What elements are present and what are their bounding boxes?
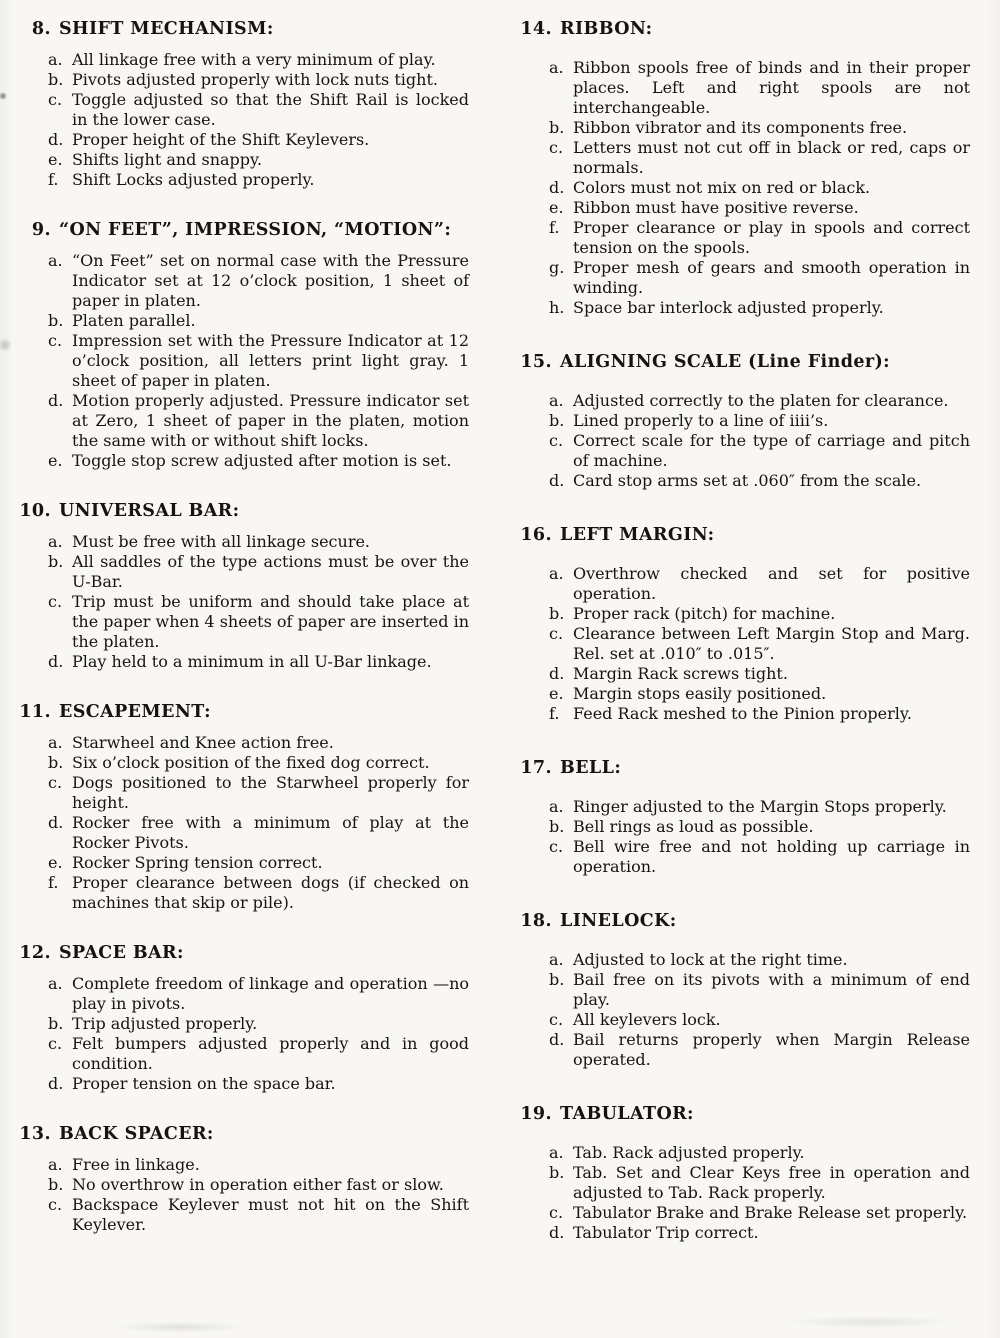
item-letter: a.: [48, 974, 63, 993]
item-text: Feed Rack meshed to the Pinion properly.: [573, 704, 912, 723]
checklist-item: [515, 664, 970, 684]
item-text: Ribbon vibrator and its components free.: [573, 118, 908, 137]
item-text: Trip must be uniform and should take place at the paper when 4 sheets of paper are inserted in the platen.: [72, 592, 469, 651]
checklist-item: [14, 150, 469, 170]
section-number: 8.: [31, 19, 51, 39]
checklist-item: [515, 58, 970, 118]
checklist-item: [515, 704, 970, 724]
checklist-item: [515, 1010, 970, 1030]
item-text: Bell wire free and not holding up carriage in operation.: [573, 837, 970, 876]
section-title: RIBBON:: [560, 19, 653, 39]
item-letter: f.: [48, 170, 59, 189]
item-text: Adjusted correctly to the platen for clearance.: [573, 391, 949, 410]
checklist-item: [515, 684, 970, 704]
section-heading: [14, 500, 469, 523]
item-text: Pivots adjusted properly with lock nuts tight.: [72, 70, 438, 89]
item-letter: e.: [48, 150, 63, 169]
item-letter: c.: [48, 592, 63, 611]
item-text: Motion properly adjusted. Pressure indicator set at Zero, 1 sheet of paper in the platen, motion the same with or without shift locks.: [72, 391, 469, 450]
item-letter: c.: [48, 773, 63, 792]
section-number: 10.: [19, 501, 51, 521]
item-letter: d.: [48, 391, 64, 410]
checklist-section: [515, 757, 970, 877]
checklist-section: [515, 351, 970, 491]
item-text: Proper rack (pitch) for machine.: [573, 604, 836, 623]
checklist-section: [14, 219, 469, 471]
section-heading: [14, 701, 469, 724]
section-title: LINELOCK:: [560, 911, 677, 931]
item-letter: a.: [48, 733, 63, 752]
item-text: Margin Rack screws tight.: [573, 664, 788, 683]
section-heading: [515, 757, 970, 780]
section-heading: [515, 1103, 970, 1126]
item-letter: a.: [48, 1155, 63, 1174]
checklist-item: [14, 170, 469, 190]
checklist-item: [14, 853, 469, 873]
item-text: Proper tension on the space bar.: [72, 1074, 336, 1093]
item-text: Bail returns properly when Margin Release operated.: [573, 1030, 970, 1069]
item-letter: c.: [48, 1034, 63, 1053]
item-text: No overthrow in operation either fast or slow.: [72, 1175, 444, 1194]
item-letter: d.: [48, 813, 64, 832]
item-text: Felt bumpers adjusted properly and in good condition.: [72, 1034, 469, 1073]
section-heading: [14, 18, 469, 41]
checklist-item: [14, 974, 469, 1014]
checklist-item: [515, 118, 970, 138]
item-letter: b.: [549, 817, 565, 836]
item-letter: h.: [549, 298, 565, 317]
checklist-item: [515, 411, 970, 431]
section-heading: [14, 219, 469, 242]
checklist-item: [14, 50, 469, 70]
section-heading: [515, 351, 970, 374]
item-letter: d.: [549, 664, 565, 683]
checklist-item: [14, 733, 469, 753]
item-text: Complete freedom of linkage and operation —no play in pivots.: [72, 974, 469, 1013]
item-letter: c.: [48, 1195, 63, 1214]
section-title: “ON FEET”, IMPRESSION, “MOTION”:: [59, 220, 452, 240]
item-letter: g.: [549, 258, 565, 277]
checklist-item: [515, 950, 970, 970]
item-text: Colors must not mix on red or black.: [573, 178, 871, 197]
item-letter: a.: [48, 50, 63, 69]
checklist-item: [14, 1155, 469, 1175]
item-text: Shifts light and snappy.: [72, 150, 263, 169]
item-text: Proper clearance or play in spools and correct tension on the spools.: [573, 218, 970, 257]
item-letter: b.: [549, 411, 565, 430]
checklist-item: [515, 298, 970, 318]
checklist-item: [515, 218, 970, 258]
item-letter: d.: [48, 130, 64, 149]
section-title: SHIFT MECHANISM:: [59, 19, 274, 39]
item-text: Adjusted to lock at the right time.: [573, 950, 848, 969]
section-number: 13.: [19, 1124, 51, 1144]
checklist-section: [14, 18, 469, 190]
item-text: Six o’clock position of the fixed dog correct.: [72, 753, 430, 772]
checklist-item: [14, 251, 469, 311]
item-letter: e.: [48, 451, 63, 470]
checklist-item: [515, 471, 970, 491]
item-letter: a.: [549, 797, 564, 816]
item-letter: a.: [48, 532, 63, 551]
checklist-section: [14, 701, 469, 913]
item-letter: e.: [549, 684, 564, 703]
item-letter: b.: [48, 1014, 64, 1033]
item-text: Toggle adjusted so that the Shift Rail is locked in the lower case.: [72, 90, 469, 129]
item-letter: d.: [549, 178, 565, 197]
item-letter: a.: [549, 1143, 564, 1162]
checklist-item: [14, 1014, 469, 1034]
checklist-item: [14, 1195, 469, 1235]
item-text: Toggle stop screw adjusted after motion is set.: [72, 451, 452, 470]
section-number: 14.: [520, 19, 552, 39]
section-title: ALIGNING SCALE (Line Finder):: [560, 352, 891, 372]
item-text: Play held to a minimum in all U-Bar linkage.: [72, 652, 432, 671]
item-letter: a.: [549, 564, 564, 583]
section-title: UNIVERSAL BAR:: [59, 501, 240, 521]
item-text: Correct scale for the type of carriage and pitch of machine.: [573, 431, 970, 470]
checklist-item: [515, 1163, 970, 1203]
checklist-item: [14, 1034, 469, 1074]
checklist-item: [14, 813, 469, 853]
item-letter: c.: [549, 138, 564, 157]
checklist-item: [515, 797, 970, 817]
item-text: Rocker Spring tension correct.: [72, 853, 323, 872]
checklist-item: [14, 652, 469, 672]
item-text: Ribbon spools free of binds and in their proper places. Left and right spools are not interchangeable.: [573, 58, 970, 117]
item-text: Dogs positioned to the Starwheel properly for height.: [72, 773, 469, 812]
item-letter: b.: [48, 311, 64, 330]
left-column: [14, 18, 469, 1276]
item-text: Proper clearance between dogs (if checked on machines that skip or pile).: [72, 873, 469, 912]
checklist-item: [14, 532, 469, 552]
item-letter: c.: [48, 90, 63, 109]
checklist-item: [515, 1223, 970, 1243]
item-text: Backspace Keylever must not hit on the Shift Keylever.: [72, 1195, 469, 1234]
section-heading: [515, 18, 970, 41]
item-text: Clearance between Left Margin Stop and Marg. Rel. set at .010″ to .015″.: [573, 624, 970, 663]
checklist-item: [515, 817, 970, 837]
item-letter: a.: [549, 950, 564, 969]
section-title: BACK SPACER:: [59, 1124, 214, 1144]
item-letter: b.: [48, 552, 64, 571]
item-letter: c.: [549, 624, 564, 643]
item-letter: e.: [549, 198, 564, 217]
checklist-section: [14, 942, 469, 1094]
item-letter: c.: [549, 1203, 564, 1222]
checklist-item: [14, 1175, 469, 1195]
item-text: Tab. Rack adjusted properly.: [573, 1143, 805, 1162]
checklist-item: [14, 130, 469, 150]
item-text: All saddles of the type actions must be over the U-Bar.: [72, 552, 469, 591]
item-text: Lined properly to a line of iiii’s.: [573, 411, 829, 430]
checklist-item: [14, 451, 469, 471]
section-title: LEFT MARGIN:: [560, 525, 715, 545]
item-letter: a.: [549, 58, 564, 77]
item-letter: f.: [549, 218, 560, 237]
checklist-section: [515, 910, 970, 1070]
checklist-item: [515, 624, 970, 664]
item-text: Tabulator Brake and Brake Release set properly.: [573, 1203, 968, 1222]
checklist-item: [14, 552, 469, 592]
checklist-item: [14, 391, 469, 451]
checklist-section: [515, 18, 970, 318]
section-heading: [515, 524, 970, 547]
item-text: Rocker free with a minimum of play at the Rocker Pivots.: [72, 813, 469, 852]
item-letter: b.: [549, 604, 565, 623]
item-text: Overthrow checked and set for positive operation.: [573, 564, 970, 603]
item-letter: d.: [549, 471, 565, 490]
checklist-item: [515, 1203, 970, 1223]
item-letter: b.: [549, 1163, 565, 1182]
item-text: Proper height of the Shift Keylevers.: [72, 130, 370, 149]
item-text: Bail free on its pivots with a minimum of end play.: [573, 970, 970, 1009]
item-text: Impression set with the Pressure Indicator at 12 o’clock position, all letters print light gray. 1 sheet of paper in platen.: [72, 331, 469, 390]
checklist-item: [14, 1074, 469, 1094]
item-text: Shift Locks adjusted properly.: [72, 170, 315, 189]
item-letter: d.: [48, 652, 64, 671]
item-text: Ringer adjusted to the Margin Stops properly.: [573, 797, 947, 816]
item-text: Tab. Set and Clear Keys free in operation and adjusted to Tab. Rack properly.: [573, 1163, 970, 1202]
item-letter: d.: [549, 1223, 565, 1242]
section-number: 19.: [520, 1104, 552, 1124]
checklist-item: [14, 592, 469, 652]
checklist-section: [14, 500, 469, 672]
checklist-item: [515, 1030, 970, 1070]
checklist-item: [515, 138, 970, 178]
item-letter: d.: [48, 1074, 64, 1093]
checklist-item: [515, 970, 970, 1010]
section-number: 9.: [31, 220, 51, 240]
section-number: 12.: [19, 943, 51, 963]
item-text: Space bar interlock adjusted properly.: [573, 298, 884, 317]
item-text: Margin stops easily positioned.: [573, 684, 827, 703]
item-letter: b.: [48, 1175, 64, 1194]
checklist-item: [14, 70, 469, 90]
checklist-section: [14, 1123, 469, 1235]
item-text: Bell rings as loud as possible.: [573, 817, 814, 836]
checklist-item: [515, 604, 970, 624]
item-letter: a.: [48, 251, 63, 270]
item-text: Platen parallel.: [72, 311, 196, 330]
checklist-item: [14, 773, 469, 813]
item-letter: b.: [48, 753, 64, 772]
checklist-item: [515, 178, 970, 198]
item-letter: c.: [549, 431, 564, 450]
item-letter: c.: [549, 837, 564, 856]
section-title: BELL:: [560, 758, 622, 778]
section-number: 16.: [520, 525, 552, 545]
checklist-item: [515, 837, 970, 877]
checklist-section: [515, 1103, 970, 1243]
section-title: ESCAPEMENT:: [59, 702, 211, 722]
item-text: Trip adjusted properly.: [72, 1014, 258, 1033]
item-letter: f.: [549, 704, 560, 723]
section-heading: [14, 1123, 469, 1146]
item-letter: d.: [549, 1030, 565, 1049]
checklist-item: [14, 331, 469, 391]
checklist-section: [515, 524, 970, 724]
checklist-item: [515, 431, 970, 471]
item-text: All keylevers lock.: [573, 1010, 721, 1029]
checklist-item: [14, 753, 469, 773]
section-heading: [14, 942, 469, 965]
section-heading: [515, 910, 970, 933]
item-letter: b.: [48, 70, 64, 89]
section-title: TABULATOR:: [560, 1104, 694, 1124]
item-text: Must be free with all linkage secure.: [72, 532, 371, 551]
item-letter: c.: [549, 1010, 564, 1029]
item-letter: e.: [48, 853, 63, 872]
item-text: Starwheel and Knee action free.: [72, 733, 334, 752]
checklist-item: [515, 1143, 970, 1163]
item-text: All linkage free with a very minimum of play.: [72, 50, 436, 69]
item-text: Proper mesh of gears and smooth operation in winding.: [573, 258, 970, 297]
item-text: Ribbon must have positive reverse.: [573, 198, 859, 217]
item-text: Card stop arms set at .060″ from the scale.: [573, 471, 922, 490]
section-number: 15.: [520, 352, 552, 372]
item-letter: f.: [48, 873, 59, 892]
checklist-item: [515, 198, 970, 218]
section-number: 18.: [520, 911, 552, 931]
item-text: Letters must not cut off in black or red, caps or normals.: [573, 138, 970, 177]
right-column: [515, 18, 970, 1276]
item-letter: b.: [549, 118, 565, 137]
item-letter: a.: [549, 391, 564, 410]
item-text: “On Feet” set on normal case with the Pressure Indicator set at 12 o’clock position, 1 sheet of paper in platen.: [72, 251, 469, 310]
section-number: 17.: [520, 758, 552, 778]
item-text: Free in linkage.: [72, 1155, 200, 1174]
checklist-item: [515, 258, 970, 298]
checklist-item: [14, 311, 469, 331]
item-letter: c.: [48, 331, 63, 350]
item-letter: b.: [549, 970, 565, 989]
checklist-item: [515, 564, 970, 604]
item-text: Tabulator Trip correct.: [573, 1223, 759, 1242]
section-number: 11.: [19, 702, 51, 722]
checklist-item: [14, 873, 469, 913]
section-title: SPACE BAR:: [59, 943, 184, 963]
checklist-item: [14, 90, 469, 130]
checklist-item: [515, 391, 970, 411]
